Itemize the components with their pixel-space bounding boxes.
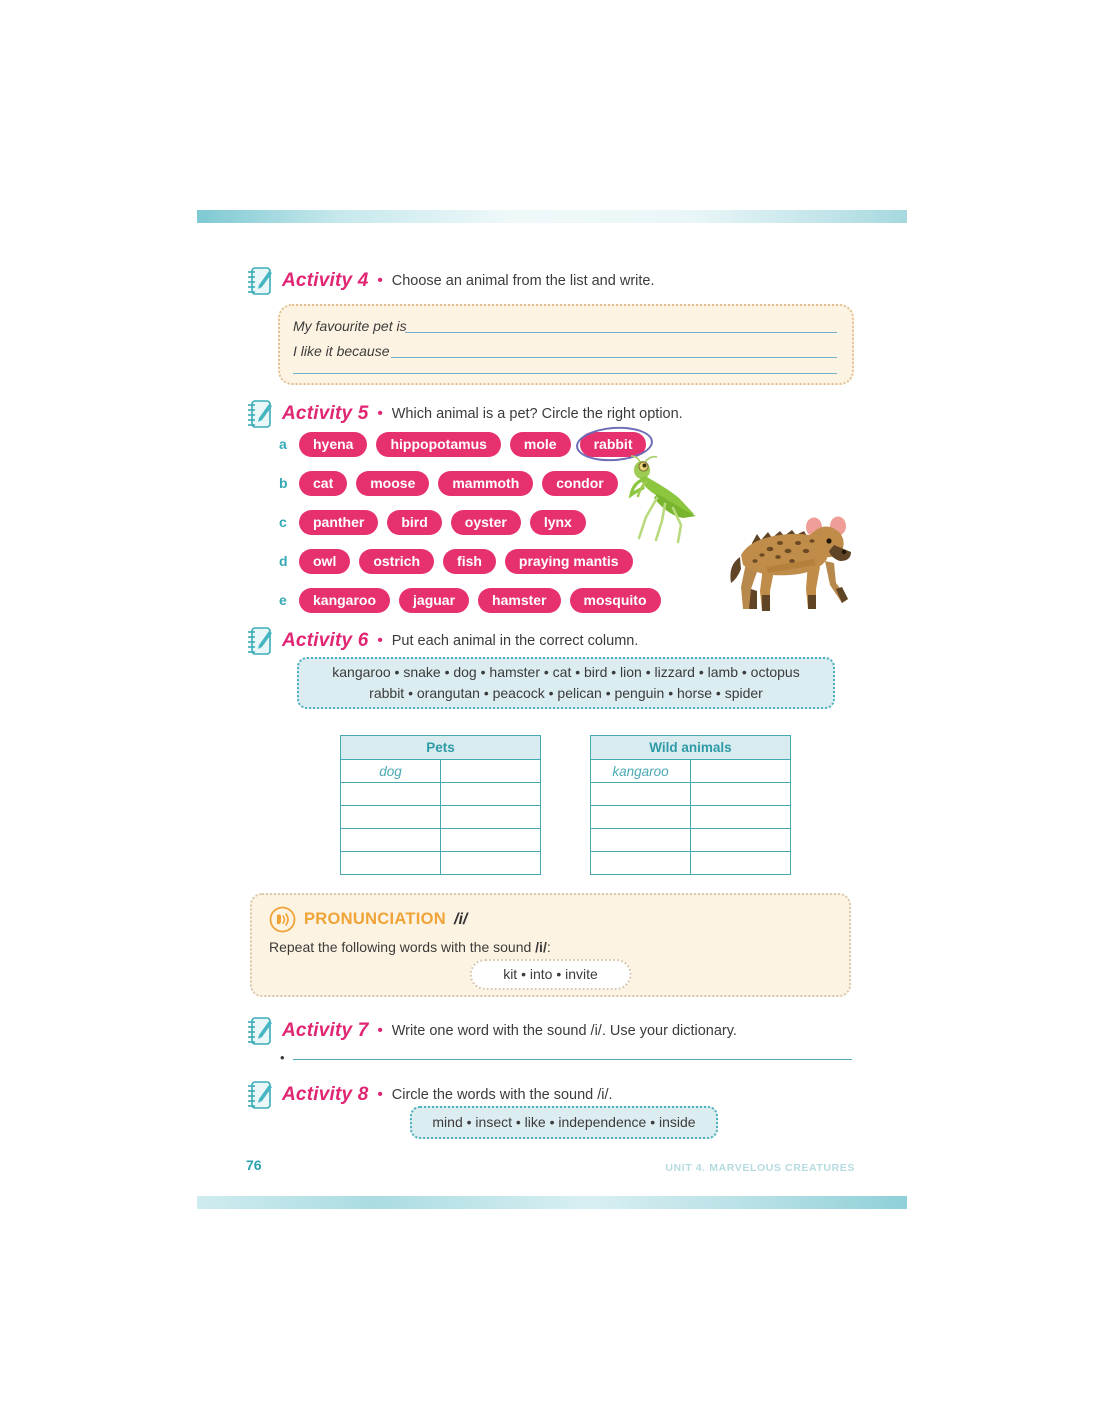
activity5-row-c <box>279 509 670 535</box>
activity4-dot: • <box>377 272 383 289</box>
animal-option-panther[interactable]: panther <box>299 510 378 535</box>
animal-option-mole[interactable]: mole <box>510 432 571 457</box>
option-row-letter: a <box>279 436 287 452</box>
wild-cell-empty[interactable] <box>591 806 691 829</box>
activity5-row-b <box>279 470 670 496</box>
option-row-letter: c <box>279 514 287 530</box>
pets-table <box>340 735 541 875</box>
activity5-row-e <box>279 587 670 613</box>
pets-cell-empty[interactable] <box>441 852 541 875</box>
activity4-header <box>246 265 655 296</box>
speaking-sound-icon <box>269 906 296 933</box>
activity8-dot: • <box>377 1086 383 1103</box>
option-row-letter: b <box>279 475 288 491</box>
activity6-title: Activity 6 <box>282 629 369 651</box>
animal-option-kangaroo[interactable]: kangaroo <box>299 588 390 613</box>
activity8-word-box <box>410 1106 718 1139</box>
activity6-word-bank <box>297 657 835 709</box>
page-number: 76 <box>246 1157 262 1173</box>
animal-option-mosquito[interactable]: mosquito <box>570 588 661 613</box>
pets-table-header: Pets <box>341 736 541 760</box>
animal-option-moose[interactable]: moose <box>356 471 429 496</box>
wild-animals-table-header: Wild animals <box>591 736 791 760</box>
wild-cell-empty[interactable] <box>691 783 791 806</box>
activity5-row-a <box>279 431 670 457</box>
animal-option-jaguar[interactable]: jaguar <box>399 588 469 613</box>
pets-cell-empty[interactable] <box>441 783 541 806</box>
notebook-pencil-icon <box>246 1079 273 1110</box>
animal-option-hamster[interactable]: hamster <box>478 588 560 613</box>
activity7-answer-bullet: • <box>280 1050 285 1065</box>
activity4-line1-blank[interactable] <box>405 315 837 333</box>
wild-cell-empty[interactable] <box>591 783 691 806</box>
top-decorative-bar <box>197 210 907 223</box>
activity7-prompt: Write one word with the sound /i/. Use your dictionary. <box>391 1022 737 1039</box>
pets-cell-empty[interactable] <box>441 829 541 852</box>
animal-option-condor[interactable]: condor <box>542 471 617 496</box>
activity5-row-d <box>279 548 670 574</box>
activity6-prompt: Put each animal in the correct column. <box>391 632 639 649</box>
animal-option-bird[interactable]: bird <box>387 510 441 535</box>
animal-option-owl[interactable]: owl <box>299 549 350 574</box>
wild-cell-empty[interactable] <box>691 829 791 852</box>
pronunciation-title: PRONUNCIATION <box>304 910 447 928</box>
activity5-prompt: Which animal is a pet? Circle the right option. <box>391 405 683 422</box>
activity4-prompt: Choose an animal from the list and write. <box>391 272 655 289</box>
animal-option-fish[interactable]: fish <box>443 549 496 574</box>
wild-cell-empty[interactable] <box>591 852 691 875</box>
wild-animals-table <box>590 735 791 875</box>
pets-cell-empty[interactable] <box>441 760 541 783</box>
pets-cell-empty[interactable] <box>441 806 541 829</box>
pronunciation-instruction: Repeat the following words with the sound /i/: <box>269 939 551 955</box>
notebook-pencil-icon <box>246 265 273 296</box>
animal-option-rabbit[interactable]: rabbit <box>580 432 647 457</box>
activity5-header <box>246 398 683 429</box>
hyena-illustration <box>722 505 854 617</box>
animal-option-ostrich[interactable]: ostrich <box>359 549 434 574</box>
pronunciation-words: kit • into • invite <box>469 959 632 990</box>
word-bank-line1: kangaroo • snake • dog • hamster • cat • bird • lion • lizzard • lamb • octopus <box>332 664 800 680</box>
pronunciation-box <box>250 893 851 997</box>
activity6-header <box>246 625 638 656</box>
pronunciation-header <box>269 906 467 933</box>
pets-cell-empty[interactable] <box>341 806 441 829</box>
activity4-line3-blank[interactable] <box>293 356 837 374</box>
activity4-line2-label: I like it because <box>293 343 390 359</box>
animal-option-hippopotamus[interactable]: hippopotamus <box>376 432 500 457</box>
activity8-title: Activity 8 <box>282 1083 369 1105</box>
wild-cell-empty[interactable] <box>691 852 791 875</box>
activity5-title: Activity 5 <box>282 402 369 424</box>
activity4-answer-box <box>278 304 854 385</box>
activity7-dot: • <box>377 1022 383 1039</box>
pets-cell-filled[interactable]: dog <box>341 760 441 783</box>
pets-cell-empty[interactable] <box>341 852 441 875</box>
wild-cell-filled[interactable]: kangaroo <box>591 760 691 783</box>
animal-option-praying-mantis[interactable]: praying mantis <box>505 549 633 574</box>
activity7-answer-blank[interactable] <box>293 1042 852 1060</box>
pets-cell-empty[interactable] <box>341 783 441 806</box>
praying-mantis-illustration <box>612 453 708 549</box>
bottom-decorative-bar <box>197 1196 907 1209</box>
animal-option-lynx[interactable]: lynx <box>530 510 586 535</box>
activity8-words[interactable]: mind • insect • like • independence • inside <box>432 1114 696 1130</box>
word-bank-line2: rabbit • orangutan • peacock • pelican • penguin • horse • spider <box>369 685 763 701</box>
pronunciation-sound: /i/ <box>454 910 468 928</box>
notebook-pencil-icon <box>246 625 273 656</box>
wild-cell-empty[interactable] <box>691 806 791 829</box>
activity5-dot: • <box>377 405 383 422</box>
animal-option-cat[interactable]: cat <box>299 471 347 496</box>
activity8-prompt: Circle the words with the sound /i/. <box>391 1086 613 1103</box>
animal-option-hyena[interactable]: hyena <box>299 432 367 457</box>
activity4-line1-label: My favourite pet is <box>293 318 407 334</box>
option-row-letter: d <box>279 553 288 569</box>
animal-option-mammoth[interactable]: mammoth <box>438 471 533 496</box>
pets-cell-empty[interactable] <box>341 829 441 852</box>
notebook-pencil-icon <box>246 398 273 429</box>
activity5-option-rows <box>279 431 670 626</box>
wild-cell-empty[interactable] <box>591 829 691 852</box>
activity7-title: Activity 7 <box>282 1019 369 1041</box>
activity6-dot: • <box>377 632 383 649</box>
notebook-pencil-icon <box>246 1015 273 1046</box>
animal-option-oyster[interactable]: oyster <box>451 510 521 535</box>
wild-cell-empty[interactable] <box>691 760 791 783</box>
activity4-title: Activity 4 <box>282 269 369 291</box>
unit-footer-label: UNIT 4. MARVELOUS CREATURES <box>665 1162 855 1174</box>
option-row-letter: e <box>279 592 287 608</box>
